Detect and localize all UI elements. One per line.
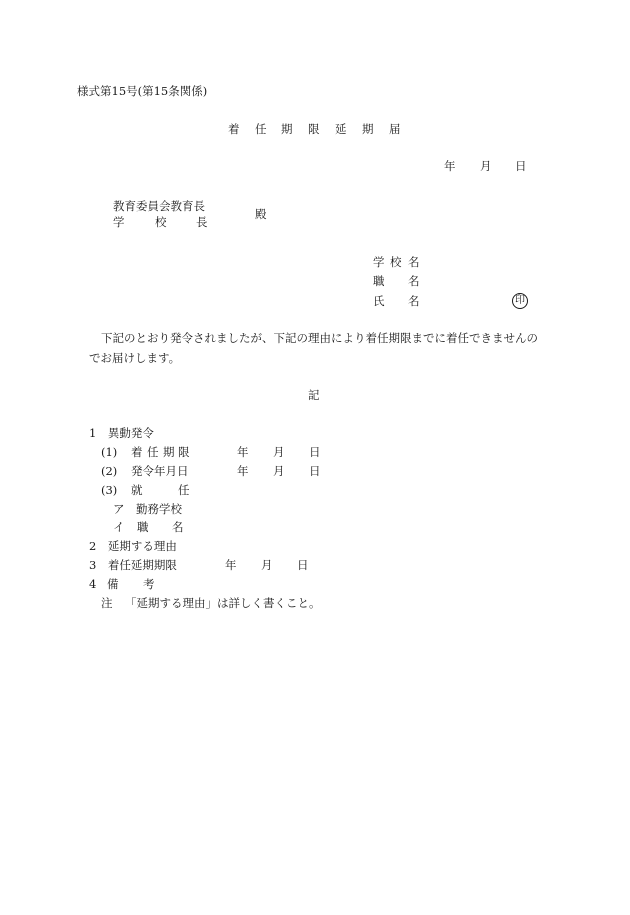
body-line-1: 下記のとおり発令されましたが、下記の理由により着任期限までに着任できませんの	[101, 331, 538, 345]
date-day-label: 日	[515, 159, 527, 173]
body-line-2: でお届けします。	[89, 351, 181, 365]
item-4-char: 4	[89, 577, 97, 591]
addressee-line2-char: 長	[196, 215, 208, 229]
addressee-line2-char: 学	[113, 215, 125, 229]
item-1-3-i-char: 名	[172, 520, 184, 534]
honorific: 殿	[255, 207, 267, 221]
title-char: 期	[362, 122, 374, 136]
item-1-3-label-char: 任	[178, 483, 190, 497]
title-char: 任	[255, 122, 267, 136]
item-1-1-month: 月	[273, 445, 285, 459]
school-name-label-char: 学	[373, 255, 385, 269]
ki-label: 記	[308, 388, 320, 402]
date-year-label: 年	[444, 159, 456, 173]
item-3-year: 年	[225, 558, 237, 572]
title-char: 期	[281, 122, 293, 136]
item-3-day: 日	[297, 558, 309, 572]
form-label: 様式第15号(第15条関係)	[77, 84, 208, 98]
item-1-1-label-char: 着	[131, 445, 143, 459]
school-name-label-char: 校	[390, 255, 402, 269]
item-1-1-year: 年	[237, 445, 249, 459]
item-1-3-a: ア 勤務学校	[113, 502, 182, 516]
item-1: 1 異動発令	[89, 426, 154, 440]
addressee-line2-char: 校	[155, 215, 167, 229]
title-char: 限	[308, 122, 320, 136]
item-1-3-number: (3)	[101, 483, 118, 497]
date-month-label: 月	[480, 159, 492, 173]
addressee-line1: 教育委員会教育長	[113, 199, 205, 213]
item-1-1-number: (1)	[101, 445, 118, 459]
item-1-2-number: (2)	[101, 464, 118, 478]
item-1-1-label-char: 期	[163, 445, 175, 459]
name-label-char: 名	[408, 294, 420, 308]
item-4-char: 備	[107, 577, 119, 591]
item-1-2-label: 発令年月日	[131, 464, 189, 478]
note-text: 「延期する理由」は詳しく書くこと。	[125, 596, 321, 610]
title-char: 着	[228, 122, 240, 136]
item-1-3-i-char: 職	[137, 520, 149, 534]
item-1-2-day: 日	[309, 464, 321, 478]
item-1-3-label-char: 就	[131, 483, 143, 497]
item-1-2-month: 月	[273, 464, 285, 478]
item-4-char: 考	[143, 577, 155, 591]
item-1-1-label-char: 限	[178, 445, 190, 459]
seal-mark: 印	[512, 293, 528, 309]
title-char: 延	[335, 122, 347, 136]
name-label-char: 氏	[373, 294, 385, 308]
item-1-3-i-char: イ	[113, 520, 125, 534]
item-1-1-day: 日	[309, 445, 321, 459]
position-label-char: 職	[373, 274, 385, 288]
item-1-2-year: 年	[237, 464, 249, 478]
item-1-1-label-char: 任	[147, 445, 159, 459]
title-char: 届	[389, 122, 401, 136]
note-label: 注	[101, 596, 113, 610]
item-3-month: 月	[261, 558, 273, 572]
school-name-label-char: 名	[408, 255, 420, 269]
item-2: 2 延期する理由	[89, 539, 177, 553]
item-3: 3 着任延期期限	[89, 558, 177, 572]
position-label-char: 名	[408, 274, 420, 288]
